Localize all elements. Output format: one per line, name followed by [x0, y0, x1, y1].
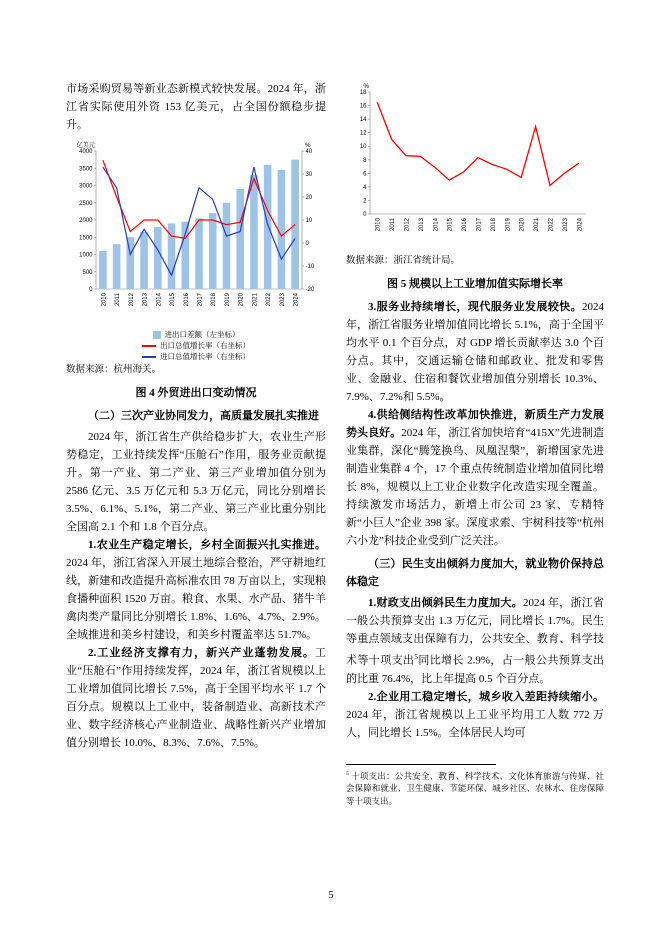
section-heading-3: （三）民生支出倾斜力度加大，就业物价保持总体稳定 — [346, 558, 604, 588]
svg-text:亿美元: 亿美元 — [76, 142, 95, 149]
paragraph: 2024 年，浙江省生产供给稳步扩大，农业生产形势稳定，工业持续发挥“压舱石”作用，服务业贡献提升。第一产业、第二产业、第三产业增加值分别为 2586 亿元、3.5 万亿元和 5.3 万亿元，同比分别增长 3.5%、6.1%、5.1%，第二产业、第三产业比重分别比全国高 2.1 个和 1.8 个百分点。 — [66, 431, 326, 533]
figure4 — [66, 139, 326, 402]
paragraph-text: 2024 年，浙江省深入开展土地综合整治，严守耕地红线，新建和改造提升高标准农田 78 万亩以上，实现粮食播种面积 1520 万亩。粮食、水果、水产品、猪牛羊禽肉类产量同比分别增长 1.8%、1.6%、4.7%、2.9%。全域推进和美乡村建设，和美乡村覆盖率达 51.7%。 — [66, 557, 326, 641]
svg-text:2021: 2021 — [534, 218, 541, 232]
svg-text:20: 20 — [305, 195, 313, 201]
paragraph-text: 2024 年，浙江省一般公共预算支出 1.3 万亿元，同比增长 1.7%。民生等重点领域支出保障有力，公共安全、教育、科学技术等十项支出 — [346, 597, 605, 667]
svg-text:2010: 2010 — [101, 293, 108, 307]
svg-text:2017: 2017 — [476, 218, 483, 232]
footnote — [346, 764, 604, 809]
svg-text:1500: 1500 — [79, 235, 93, 242]
svg-text:2023: 2023 — [562, 218, 569, 232]
svg-text:2023: 2023 — [279, 293, 286, 307]
svg-text:2012: 2012 — [404, 218, 411, 232]
svg-text:0: 0 — [363, 212, 367, 218]
footnote-body — [346, 768, 604, 809]
svg-text:18: 18 — [359, 90, 367, 96]
paragraph — [346, 594, 604, 688]
footnote-reference: 5 — [414, 653, 418, 661]
svg-text:40: 40 — [305, 149, 313, 155]
paragraph — [346, 688, 604, 742]
paragraph-lead: 4.供给侧结构性改革加快推进，新质生产力发展势头良好。 — [346, 409, 604, 439]
paragraph-lead: 2.工业经济支撑有力，新兴产业蓬勃发展。 — [88, 647, 315, 659]
svg-text:4000: 4000 — [79, 149, 93, 155]
left-column — [66, 80, 326, 752]
svg-text:2014: 2014 — [433, 218, 440, 232]
figure5-caption: 图 5 规模以上工业增加值实际增长率 — [387, 278, 563, 290]
legend-item — [142, 352, 250, 361]
svg-text:2000: 2000 — [79, 218, 93, 224]
paragraph-text: 工业“压舱石”作用持续发挥，2024 年，浙江省规模以上工业增加值同比增长 7.5%，高于全国平均水平 1.7 个百分点。规模以上工业中，装备制造业、高新技术产业、数字经济核心产业制造业、战略性新兴产业增加值分别增长 10.0%、8.3%、7.6%、7.5%。 — [66, 647, 326, 749]
paragraph-lead: 1.农业生产稳定增长，乡村全面振兴扎实推进。 — [88, 539, 326, 551]
paragraph-text: 2024 年，浙江省服务业增加值同比增长 5.1%，高于全国平均水平 0.1 个百分点，对 GDP 增长贡献率达 3.0 个百分点。其中，交通运输仓储和邮政业、批发和零售业、金融业、住宿和餐饮业增加值分别增长 10.3%、7.9%、7.2%和 5.5%。 — [346, 301, 604, 403]
legend-item — [142, 341, 250, 350]
svg-text:2021: 2021 — [252, 293, 259, 307]
figure4-legend — [66, 330, 326, 361]
figure5-chart — [346, 80, 596, 252]
legend-label: 进出口差额（左坐标） — [164, 330, 240, 339]
paragraph-text: 2024 年，浙江省加快培育“415X”先进制造业集群，深化“腾笼换鸟、凤凰涅槃”，新增国家先进制造业集群 4 个，17 个重点传统制造业增加值同比增长 8%，规模以上工业企业数字化改造实现全覆盖。持续激发市场活力，新增上市公司 23 家、专精特新“小巨人”企业 398 家。深度求索、宇树科技等“杭州六小龙”科技企业受到广泛关注。 — [346, 427, 604, 547]
svg-text:2020: 2020 — [238, 293, 245, 307]
svg-text:2022: 2022 — [266, 293, 273, 307]
figure5 — [346, 80, 604, 293]
paragraph — [66, 536, 326, 644]
figure4-chart — [66, 139, 326, 329]
svg-text:-10: -10 — [305, 264, 315, 270]
footnote-text: 十项支出：公共安全、教育、科学技术、文化体育旅游与传媒、社会保障和就业、卫生健康、节能环保、城乡社区、农林水、住房保障等十项支出。 — [346, 770, 604, 807]
svg-text:30: 30 — [305, 172, 313, 178]
paragraph-text: 同比增长 2.9%，占一般公共预算支出的比重 76.4%，比上年提高 0.5 个百分点。 — [346, 654, 604, 685]
svg-text:12: 12 — [359, 130, 367, 137]
svg-text:500: 500 — [82, 269, 93, 276]
svg-text:10: 10 — [305, 218, 313, 224]
svg-text:2015: 2015 — [170, 293, 177, 307]
bar-swatch-icon — [153, 331, 161, 339]
svg-text:0: 0 — [305, 241, 309, 247]
legend-label: 进口总值增长率（右坐标） — [160, 352, 250, 361]
svg-text:2019: 2019 — [224, 293, 231, 307]
legend-item — [153, 330, 240, 339]
svg-text:2013: 2013 — [142, 293, 149, 307]
svg-text:2500: 2500 — [79, 200, 93, 207]
svg-text:2022: 2022 — [548, 218, 555, 232]
svg-text:2012: 2012 — [128, 293, 135, 307]
svg-text:10: 10 — [359, 144, 367, 151]
svg-text:14: 14 — [359, 117, 367, 124]
svg-text:2011: 2011 — [115, 293, 122, 306]
footnote-marker: 5 — [346, 770, 349, 777]
paragraph-lead: 1.财政支出倾斜民生力度加大。 — [368, 597, 523, 609]
svg-text:2016: 2016 — [462, 218, 469, 232]
svg-text:2019: 2019 — [505, 218, 512, 232]
paragraph — [346, 406, 604, 550]
footnote-separator — [346, 764, 496, 765]
svg-text:%: % — [363, 83, 369, 90]
svg-text:0: 0 — [89, 287, 93, 293]
intro-paragraph: 市场采购贸易等新业态新模式较快发展。2024 年，浙江省实际使用外资 153 亿美元，占全国份额稳步提升。 — [66, 83, 326, 131]
svg-text:2024: 2024 — [577, 218, 584, 232]
paragraph-text: 2024 年，浙江省规模以上工业平均用工人数 772 万人，同比增长 1.5%。全体居民人均可 — [346, 708, 604, 739]
svg-text:2018: 2018 — [490, 218, 497, 232]
svg-text:-20: -20 — [305, 287, 315, 293]
line-swatch-icon — [142, 345, 156, 347]
line-swatch-icon — [142, 356, 156, 358]
svg-text:2024: 2024 — [293, 293, 300, 307]
svg-text:2013: 2013 — [418, 218, 425, 232]
svg-text:2014: 2014 — [156, 293, 163, 307]
svg-text:3000: 3000 — [79, 183, 93, 190]
legend-label: 出口总值增长率（右坐标） — [160, 341, 250, 350]
section-heading-2: （二）三次产业协同发力，高质量发展扎实推进 — [88, 410, 319, 422]
paragraph — [346, 298, 604, 406]
svg-text:2017: 2017 — [197, 293, 204, 307]
svg-text:4: 4 — [363, 184, 367, 191]
svg-text:1000: 1000 — [79, 252, 93, 259]
svg-text:8: 8 — [363, 157, 367, 164]
svg-text:6: 6 — [363, 171, 367, 178]
svg-text:2: 2 — [363, 198, 367, 205]
paragraph — [66, 644, 326, 752]
svg-text:2011: 2011 — [390, 218, 397, 231]
svg-text:%: % — [305, 142, 311, 149]
svg-text:2016: 2016 — [183, 293, 190, 307]
paragraph-lead: 2.企业用工稳定增长，城乡收入差距持续缩小。 — [368, 690, 604, 703]
figure4-caption: 图 4 外贸进出口变动情况 — [135, 387, 257, 399]
svg-text:2015: 2015 — [447, 218, 454, 232]
figure4-source: 数据来源：杭州海关。 — [66, 365, 162, 375]
svg-text:2020: 2020 — [519, 218, 526, 232]
figure5-source: 数据来源：浙江省统计局。 — [346, 256, 461, 266]
page-number: 5 — [328, 890, 334, 901]
svg-text:16: 16 — [359, 103, 367, 110]
svg-text:3500: 3500 — [79, 166, 93, 173]
right-column — [346, 80, 604, 808]
svg-text:2010: 2010 — [375, 218, 382, 232]
paragraph-lead: 3.服务业持续增长，现代服务业发展较快。 — [368, 301, 582, 313]
svg-text:2018: 2018 — [211, 293, 218, 307]
